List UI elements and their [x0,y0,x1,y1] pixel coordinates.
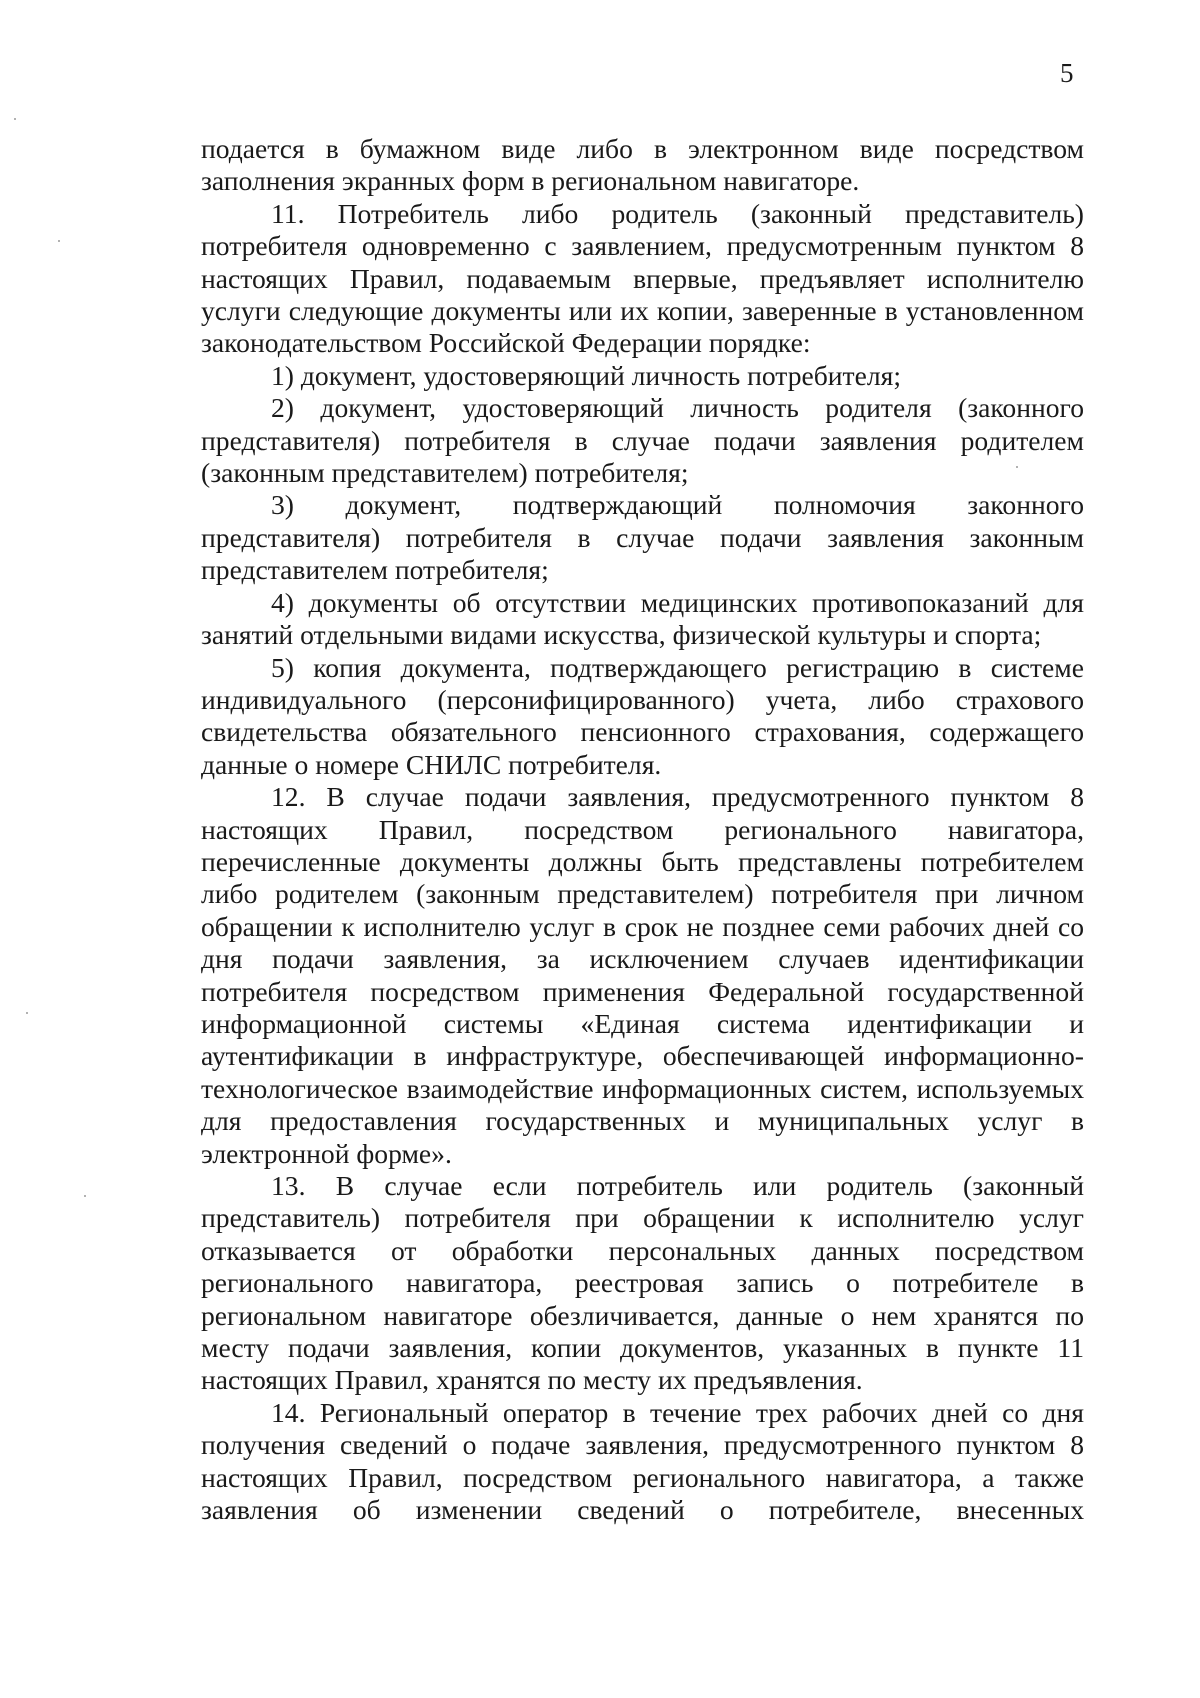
paragraph-item-14: 14. Региональный оператор в течение трех рабочих дней со дня получения сведений о подаче заявления, предусмотренного пунктом 8 настоящих Правил, посредством регионального навигатора, а также заявления об изменении сведений о потребителе, внесенных [201,1396,1084,1526]
paragraph-continuation: подается в бумажном виде либо в электронном виде посредством заполнения экранных форм в региональном навигаторе. [201,133,1084,197]
list-item-5: 5) копия документа, подтверждающего регистрацию в системе индивидуального (персонифицированного) учета, либо страхового свидетельства обязательного пенсионного страхования, содержащего данные о номере СНИЛС потребителя. [201,651,1084,780]
list-item-1: 1) документ, удостоверяющий личность потребителя; [271,359,901,391]
list-item-2: 2) документ, удостоверяющий личность родителя (законного представителя) потребителя в случае подачи заявления родителем (законным представителем) потребителя; [201,392,1084,489]
paragraph-item-12: 12. В случае подачи заявления, предусмотренного пунктом 8 настоящих Правил, посредством регионального навигатора, перечисленные документы должны быть представлены потребителем либо родителем (законным представителем) потребителя при личном обращении к исполнителю услуг в срок не позднее семи рабочих дней со дня подачи заявления, за исключением случаев идентификации потребителя посредством применения Федеральной государственной информационной системы «Единая система идентификации и аутентификации в инфраструктуре, обеспечивающей информационно-технологическое взаимодействие информационных систем, используемых для предоставления государственных и муниципальных услуг в электронной форме». [201,781,1084,1169]
document-body [201,133,1084,1526]
scan-speck [58,240,60,242]
page-number: 5 [1060,58,1074,88]
list-item-4: 4) документы об отсутствии медицинских противопоказаний для занятий отдельными видами искусства, физической культуры и спорта; [201,586,1084,651]
scan-speck [84,1195,86,1197]
scan-speck [1016,466,1018,468]
list-item-3: 3) документ, подтверждающий полномочия законного представителя) потребителя в случае подачи заявления законным представителем потребителя; [201,489,1084,586]
scan-speck [14,118,16,120]
scan-speck [26,1012,28,1014]
paragraph-item-11: 11. Потребитель либо родитель (законный представитель) потребителя одновременно с заявлением, предусмотренным пунктом 8 настоящих Правил, подаваемым впервые, предъявляет исполнителю услуги следующие документы или их копии, заверенные в установленном законодательством Российской Федерации порядке: [201,197,1084,359]
paragraph-item-13: 13. В случае если потребитель или родитель (законный представитель) потребителя при обращении к исполнителю услуг отказывается от обработки персональных данных посредством регионального навигатора, реестровая запись о потребителе в региональном навигаторе обезличивается, данные о нем хранятся по месту подачи заявления, копии документов, указанных в пункте 11 настоящих Правил, хранятся по месту их предъявления. [201,1170,1084,1396]
